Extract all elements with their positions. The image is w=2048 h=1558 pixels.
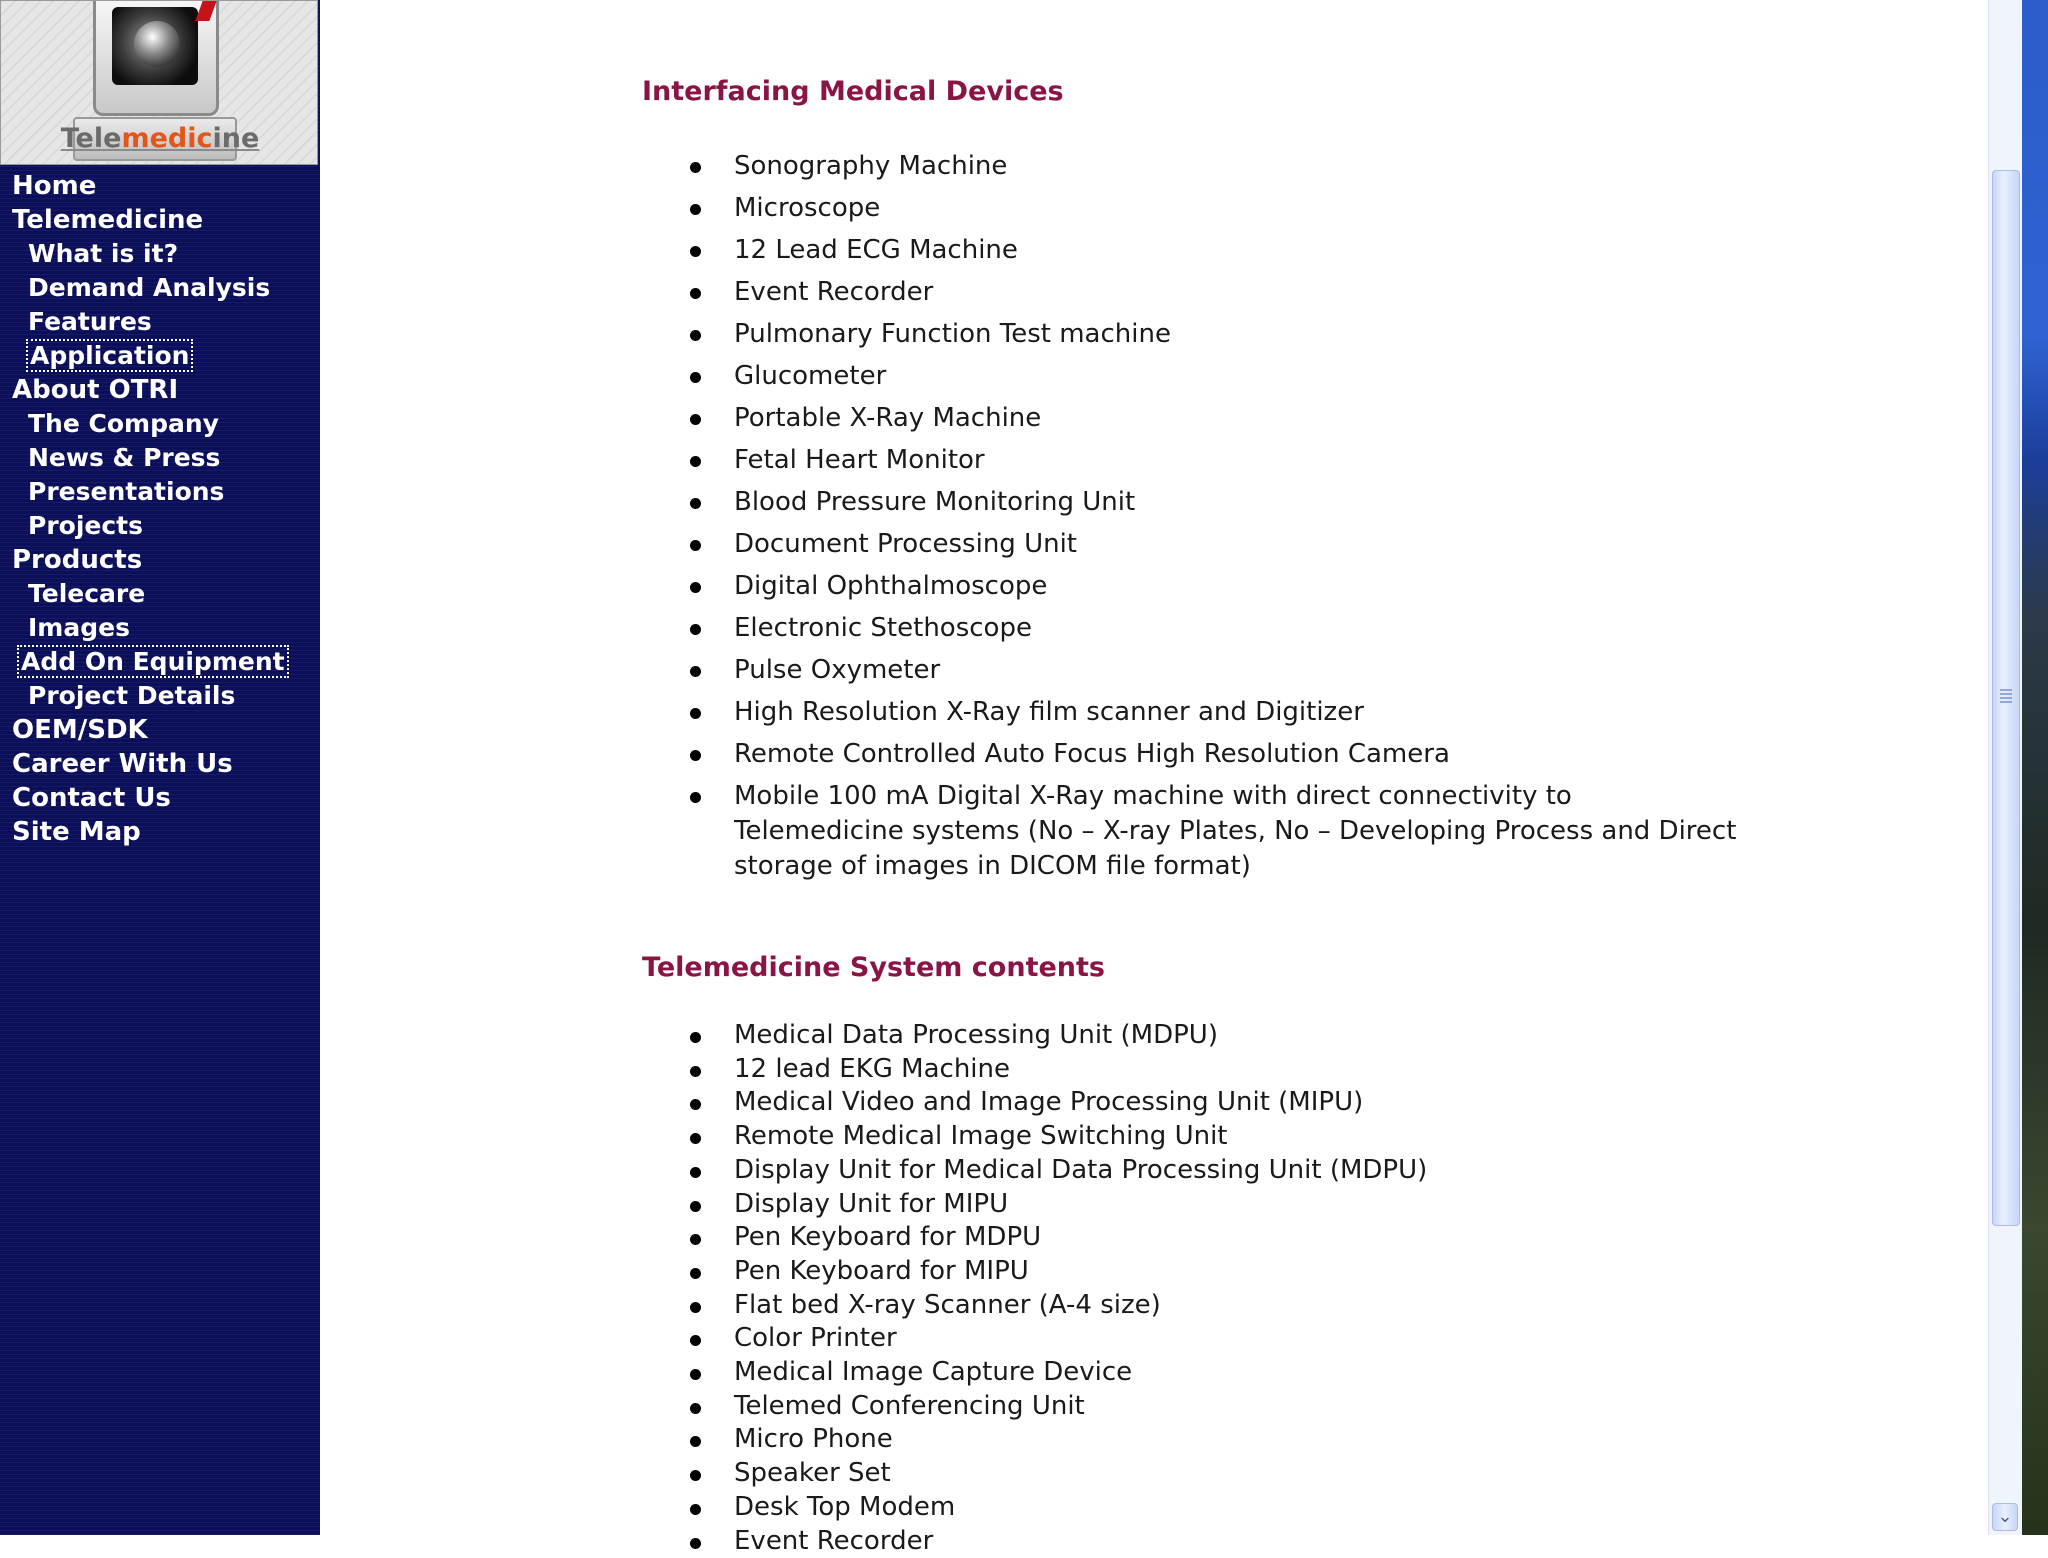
logo-text-part2: ine xyxy=(212,123,260,154)
list-item: Telemed Conferencing Unit xyxy=(690,1390,1740,1424)
sidebar-item-career-with-us[interactable] xyxy=(0,747,320,781)
list-item: Desk Top Modem xyxy=(690,1491,1740,1525)
telemedicine-logo[interactable] xyxy=(0,0,318,165)
sidebar-item-label: Contact Us xyxy=(12,783,171,813)
sidebar-item-images[interactable] xyxy=(0,611,320,645)
sidebar-item-label: News & Press xyxy=(28,443,221,472)
sidebar-item-features[interactable] xyxy=(0,305,320,339)
list-item: Micro Phone xyxy=(690,1423,1740,1457)
section-heading-interfacing-devices: Interfacing Medical Devices xyxy=(642,76,1064,107)
list-item: Medical Data Processing Unit (MDPU) xyxy=(690,1019,1740,1053)
sidebar-item-what-is-it[interactable] xyxy=(0,237,320,271)
sidebar-item-add-on-equipment[interactable] xyxy=(0,645,320,679)
sidebar-item-label: OEM/SDK xyxy=(12,715,148,745)
logo-text-highlight: medic xyxy=(121,123,213,154)
sidebar-item-projects[interactable] xyxy=(0,509,320,543)
sidebar-item-label: Projects xyxy=(28,511,144,540)
sidebar-item-label: Application xyxy=(30,341,190,370)
sidebar-item-label: Career With Us xyxy=(12,749,233,779)
list-item: Flat bed X-ray Scanner (A-4 size) xyxy=(690,1289,1740,1323)
list-item: Sonography Machine xyxy=(690,149,1740,184)
sidebar-item-oem-sdk[interactable] xyxy=(0,713,320,747)
list-item: Portable X-Ray Machine xyxy=(690,401,1740,436)
scrollbar-grip-icon xyxy=(2000,689,2012,703)
sidebar-item-label: Demand Analysis xyxy=(28,273,271,302)
sidebar-item-presentations[interactable] xyxy=(0,475,320,509)
list-item: 12 lead EKG Machine xyxy=(690,1053,1740,1087)
list-item: Mobile 100 mA Digital X-Ray machine with direct connectivity to Telemedicine systems (No – X-ray Plates, No – Developing Process and Direct storage of images in DICOM file format) xyxy=(690,779,1740,884)
main-content xyxy=(320,0,1988,1556)
sidebar-item-about-otri[interactable] xyxy=(0,373,320,407)
list-item: Remote Medical Image Switching Unit xyxy=(690,1120,1740,1154)
list-item: Color Printer xyxy=(690,1322,1740,1356)
sidebar-item-label: Images xyxy=(28,613,130,642)
sidebar-item-label: The Company xyxy=(28,409,219,438)
system-contents-list xyxy=(690,1019,1740,1558)
interfacing-devices-list xyxy=(690,149,1740,891)
sidebar-item-news-press[interactable] xyxy=(0,441,320,475)
sidebar-item-contact-us[interactable] xyxy=(0,781,320,815)
sidebar-item-telemedicine[interactable] xyxy=(0,203,320,237)
list-item: Microscope xyxy=(690,191,1740,226)
list-item: Medical Video and Image Processing Unit (MIPU) xyxy=(690,1086,1740,1120)
vertical-scrollbar[interactable] xyxy=(1988,0,2022,1535)
sidebar-item-label: What is it? xyxy=(28,239,179,268)
list-item: Document Processing Unit xyxy=(690,527,1740,562)
list-item: Pulmonary Function Test machine xyxy=(690,317,1740,352)
list-item: Event Recorder xyxy=(690,1525,1740,1558)
sidebar-item-label: Home xyxy=(12,171,97,201)
sidebar-item-application[interactable] xyxy=(0,339,320,373)
logo-text-part1: Tele xyxy=(60,123,122,154)
list-item: Blood Pressure Monitoring Unit xyxy=(690,485,1740,520)
list-item: 12 Lead ECG Machine xyxy=(690,233,1740,268)
sidebar-item-telecare[interactable] xyxy=(0,577,320,611)
sidebar-item-label: Add On Equipment xyxy=(21,647,285,676)
desktop-background-edge xyxy=(2022,0,2048,1535)
sidebar-item-label: Features xyxy=(28,307,152,336)
sidebar-item-label: Telemedicine xyxy=(12,205,204,235)
list-item: Remote Controlled Auto Focus High Resolution Camera xyxy=(690,737,1740,772)
monitor-screen xyxy=(112,7,198,85)
list-item: High Resolution X-Ray film scanner and Digitizer xyxy=(690,695,1740,730)
sidebar-item-the-company[interactable] xyxy=(0,407,320,441)
sidebar-item-products[interactable] xyxy=(0,543,320,577)
list-item: Pulse Oxymeter xyxy=(690,653,1740,688)
list-item: Electronic Stethoscope xyxy=(690,611,1740,646)
sidebar-item-label: Presentations xyxy=(28,477,225,506)
scrollbar-thumb[interactable] xyxy=(1992,170,2020,1226)
sidebar-item-label: About OTRI xyxy=(12,375,179,405)
sidebar-item-label: Site Map xyxy=(12,817,141,847)
list-item: Display Unit for Medical Data Processing Unit (MDPU) xyxy=(690,1154,1740,1188)
sidebar xyxy=(0,0,320,1535)
section-heading-system-contents: Telemedicine System contents xyxy=(642,952,1105,983)
sidebar-item-label: Telecare xyxy=(28,579,146,608)
sidebar-item-home[interactable] xyxy=(0,169,320,203)
list-item: Digital Ophthalmoscope xyxy=(690,569,1740,604)
sidebar-item-label: Project Details xyxy=(28,681,236,710)
list-item: Pen Keyboard for MIPU xyxy=(690,1255,1740,1289)
sidebar-item-project-details[interactable] xyxy=(0,679,320,713)
list-item: Display Unit for MIPU xyxy=(690,1188,1740,1222)
list-item: Glucometer xyxy=(690,359,1740,394)
list-item: Pen Keyboard for MDPU xyxy=(690,1221,1740,1255)
chevron-down-icon[interactable]: ⌄ xyxy=(1992,1503,2018,1531)
list-item: Fetal Heart Monitor xyxy=(690,443,1740,478)
sidebar-item-demand-analysis[interactable] xyxy=(0,271,320,305)
list-item: Medical Image Capture Device xyxy=(690,1356,1740,1390)
list-item: Event Recorder xyxy=(690,275,1740,310)
sidebar-item-site-map[interactable] xyxy=(0,815,320,849)
sidebar-item-label: Products xyxy=(12,545,143,575)
sidebar-nav xyxy=(0,169,320,849)
list-item: Speaker Set xyxy=(690,1457,1740,1491)
logo-text xyxy=(1,123,319,154)
globe-icon xyxy=(134,21,180,67)
